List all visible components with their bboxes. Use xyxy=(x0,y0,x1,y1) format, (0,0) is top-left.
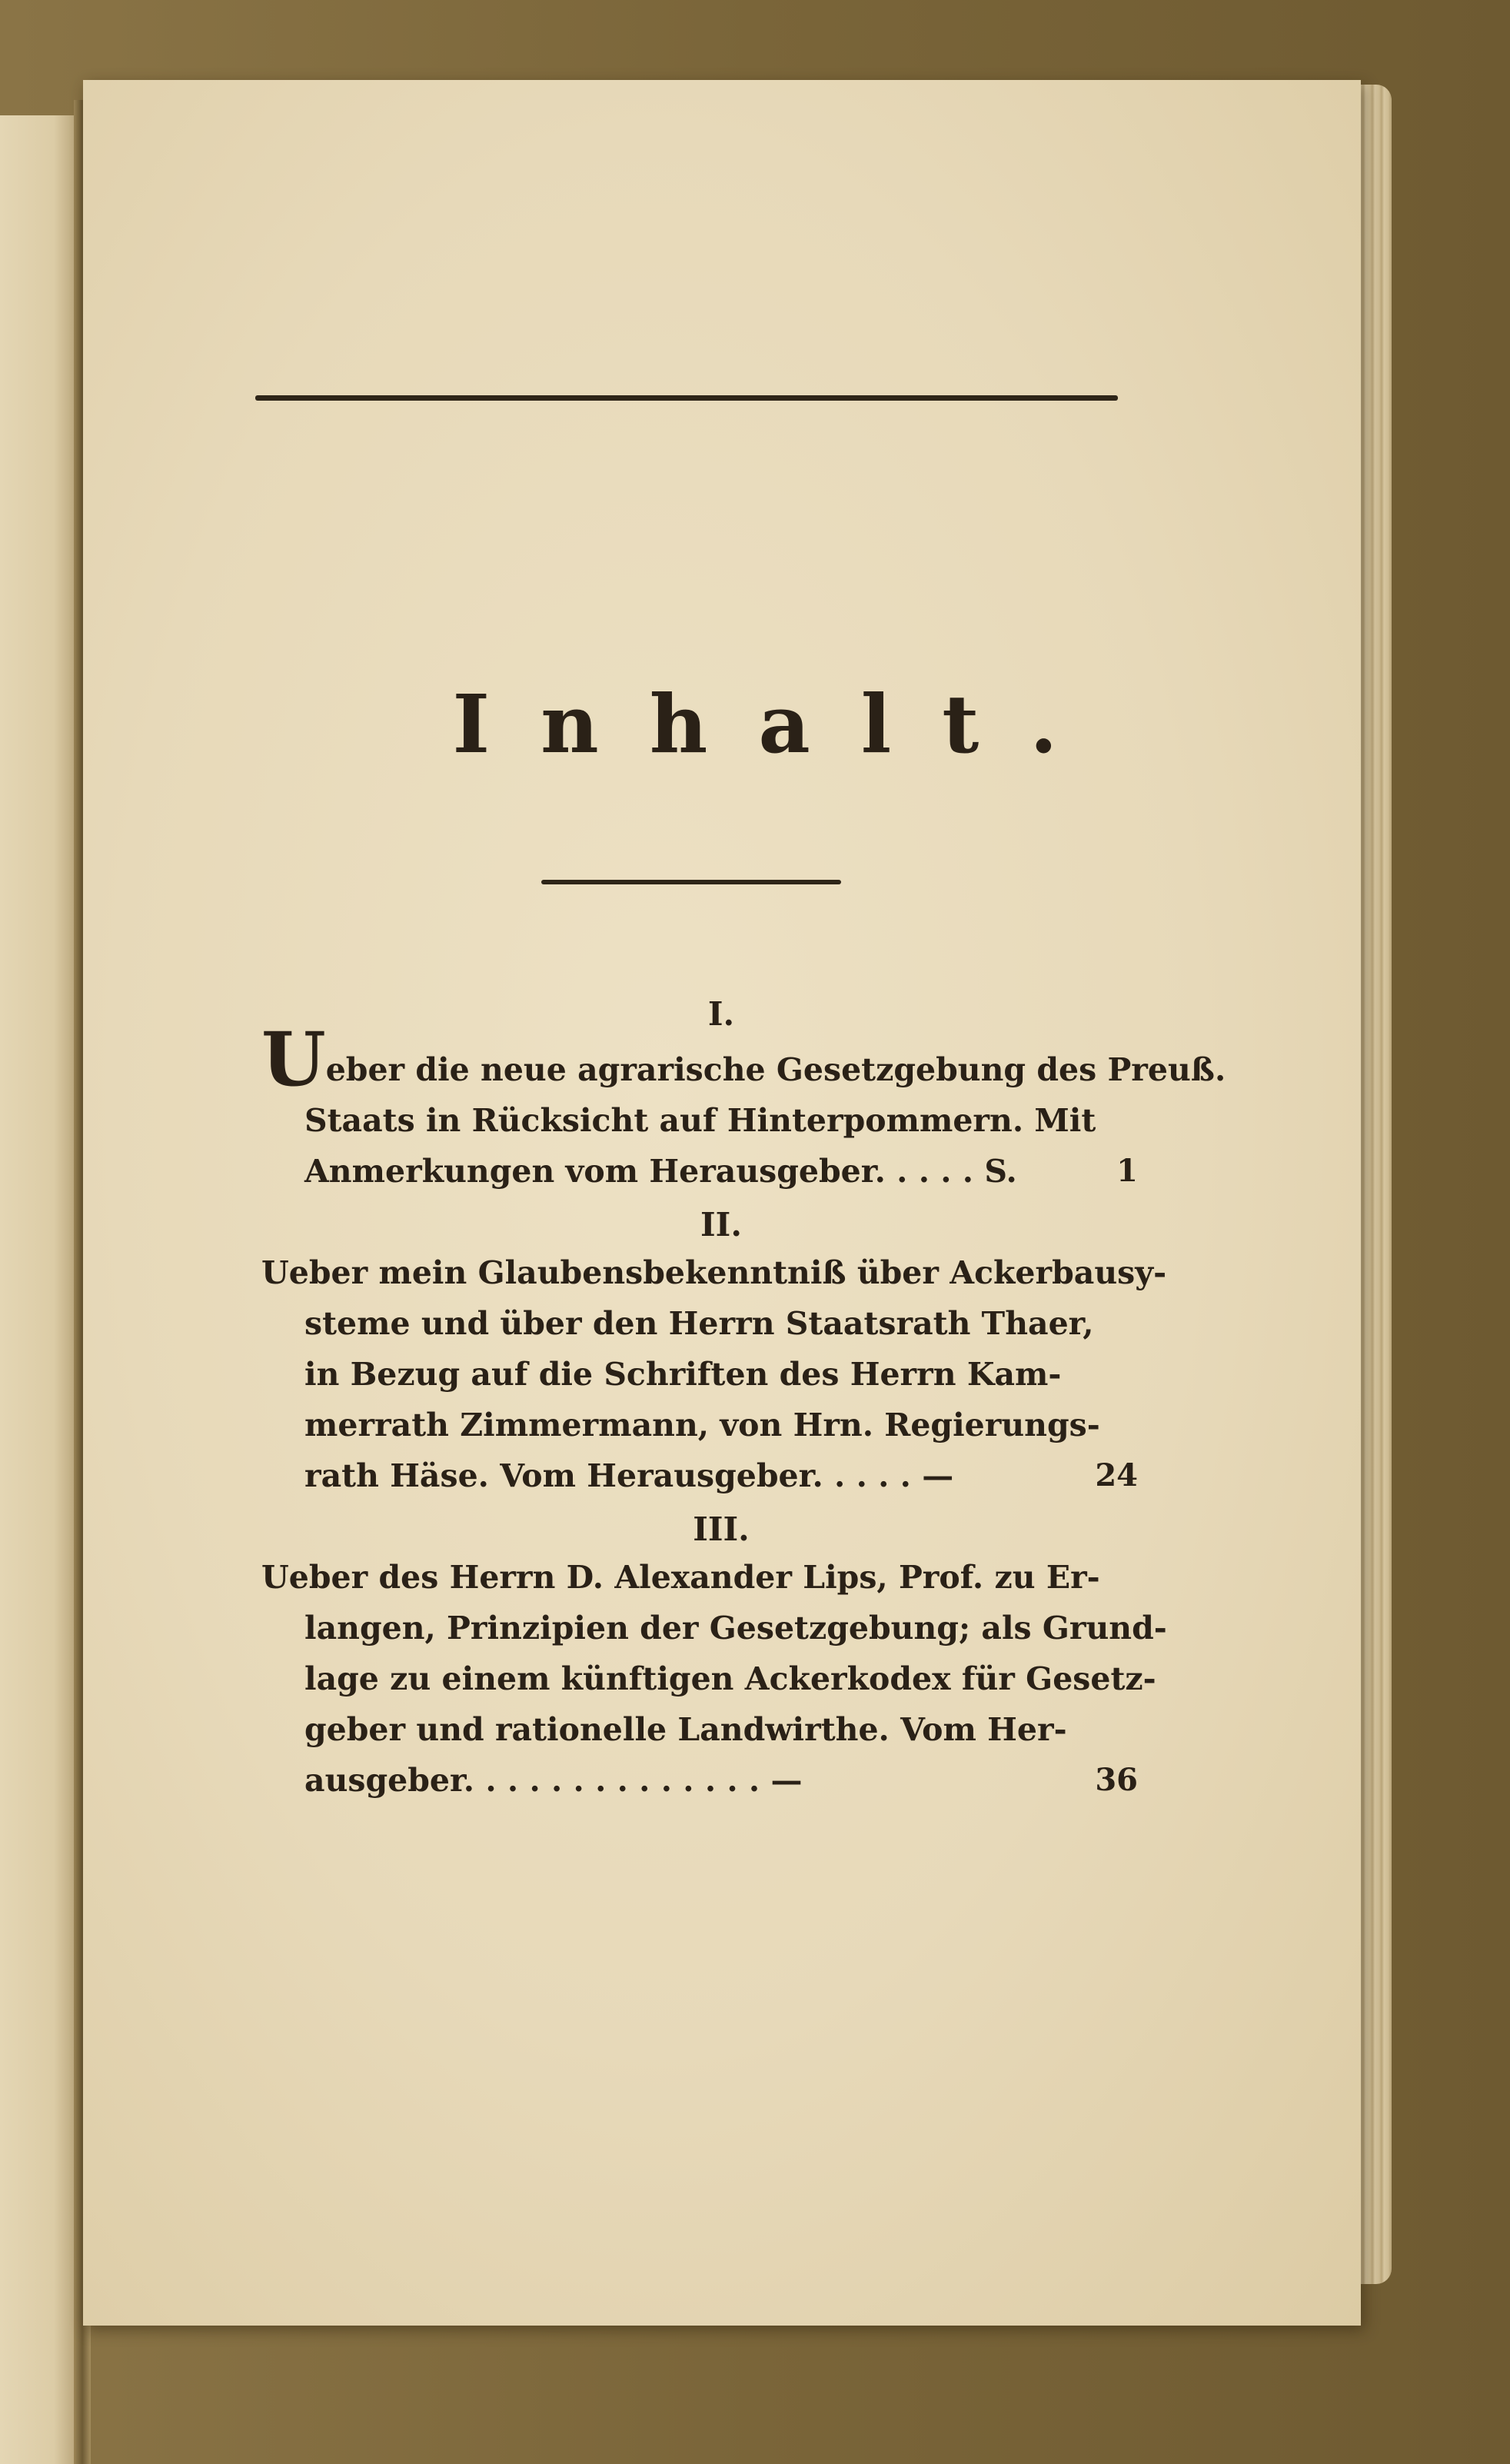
entry-line: Ueber des Herrn D. Alexander Lips, Prof. zu Er- xyxy=(261,1559,1100,1596)
entry-text: rath Häse. Vom Herausgeber. . . . . — xyxy=(304,1457,954,1494)
title-rule xyxy=(541,880,841,884)
toc-entry xyxy=(261,1016,1226,1197)
top-rule xyxy=(255,395,1118,401)
page-title: Inhalt. xyxy=(452,677,1109,771)
entry-line xyxy=(261,1146,1138,1197)
entry-line: langen, Prinzipien der Gesetzgebung; als Grund- xyxy=(304,1610,1167,1647)
entry-text: eber die neue agrarische Gesetzgebung des Preuß. xyxy=(325,1051,1226,1088)
entry-line xyxy=(261,1755,1138,1806)
page-number: 24 xyxy=(1095,1457,1138,1493)
entry-line: lage zu einem künftigen Ackerkodex für Gesetz- xyxy=(304,1660,1156,1697)
section-numeral: III. xyxy=(693,1510,750,1548)
page-number: 36 xyxy=(1095,1762,1138,1798)
entry-line: Staats in Rücksicht auf Hinterpommern. Mit xyxy=(304,1102,1096,1139)
drop-cap: U xyxy=(261,1016,326,1103)
left-page-edge xyxy=(0,115,77,2464)
entry-text: Anmerkungen vom Herausgeber. . . . . S. xyxy=(304,1153,1017,1190)
entry-line xyxy=(261,1016,1226,1103)
entry-text: ausgeber. . . . . . . . . . . . . . — xyxy=(304,1762,803,1799)
page-number: 1 xyxy=(1116,1153,1138,1189)
toc-entry xyxy=(261,1552,1167,1806)
section-numeral: I. xyxy=(707,995,735,1033)
toc-entry xyxy=(261,1247,1167,1501)
entry-line xyxy=(261,1450,1138,1501)
entry-line: geber und rationelle Landwirthe. Vom Her- xyxy=(304,1711,1067,1748)
entry-line: steme und über den Herrn Staatsrath Thaer, xyxy=(304,1305,1094,1342)
entry-line: in Bezug auf die Schriften des Herrn Kam- xyxy=(304,1356,1062,1393)
entry-line: Ueber mein Glaubensbekenntniß über Ackerbausy- xyxy=(261,1254,1167,1291)
table-of-contents xyxy=(261,992,1226,1812)
section-numeral: II. xyxy=(700,1206,742,1244)
entry-line: merrath Zimmermann, von Hrn. Regierungs- xyxy=(304,1407,1100,1443)
